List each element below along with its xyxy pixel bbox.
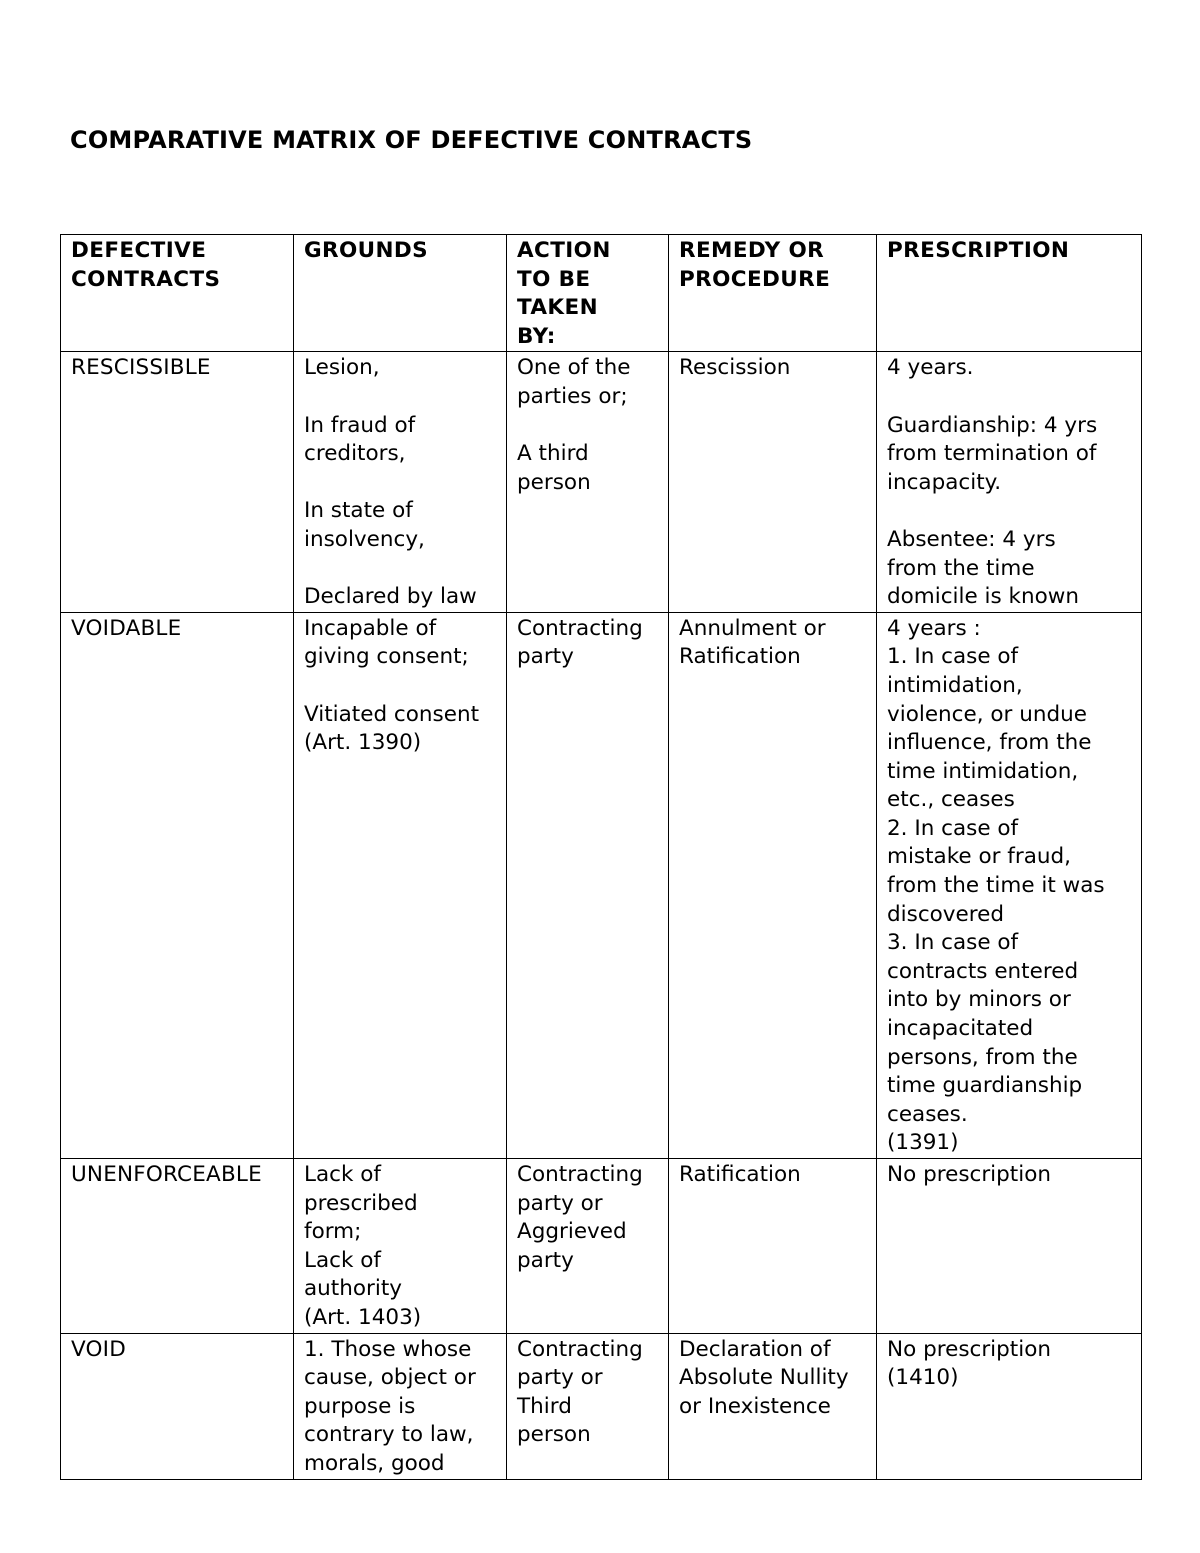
table-row (61, 612, 1142, 1158)
action-by-cell: One of the parties or; A third person (507, 352, 669, 612)
remedy-cell: Declaration of Absolute Nullity or Inexistence (669, 1333, 877, 1479)
table-row (61, 352, 1142, 612)
grounds-cell: Lack of prescribed form; Lack of authority (Art. 1403) (294, 1159, 507, 1334)
header-grounds: GROUNDS (294, 235, 507, 352)
prescription-cell: 4 years : 1. In case of intimidation, violence, or undue influence, from the time intimidation, etc., ceases 2. In case of mistake or fraud, from the time it was discovered 3. In case of contracts entered into by minors or incapacitated persons, from the time guardianship ceases. (1391) (877, 612, 1142, 1158)
header-defective-contracts: DEFECTIVE CONTRACTS (61, 235, 294, 352)
action-by-cell: Contracting party or Aggrieved party (507, 1159, 669, 1334)
header-action-to-be-taken-by: ACTION TO BE TAKEN BY: (507, 235, 669, 352)
remedy-cell: Annulment or Ratification (669, 612, 877, 1158)
defective-contracts-matrix (60, 234, 1142, 1480)
contract-type-cell: VOIDABLE (61, 612, 294, 1158)
prescription-cell: No prescription (877, 1159, 1142, 1334)
contract-type-cell: RESCISSIBLE (61, 352, 294, 612)
table-header-row (61, 235, 1142, 352)
contract-type-cell: VOID (61, 1333, 294, 1479)
grounds-cell: Incapable of giving consent; Vitiated consent (Art. 1390) (294, 612, 507, 1158)
header-prescription: PRESCRIPTION (877, 235, 1142, 352)
table-row (61, 1159, 1142, 1334)
contract-type-cell: UNENFORCEABLE (61, 1159, 294, 1334)
grounds-cell: 1. Those whose cause, object or purpose is contrary to law, morals, good (294, 1333, 507, 1479)
prescription-cell: 4 years. Guardianship: 4 yrs from termination of incapacity. Absentee: 4 yrs from the time domicile is known (877, 352, 1142, 612)
table-row (61, 1333, 1142, 1479)
remedy-cell: Ratification (669, 1159, 877, 1334)
action-by-cell: Contracting party (507, 612, 669, 1158)
action-by-cell: Contracting party or Third person (507, 1333, 669, 1479)
prescription-cell: No prescription (1410) (877, 1333, 1142, 1479)
remedy-cell: Rescission (669, 352, 877, 612)
grounds-cell: Lesion, In fraud of creditors, In state of insolvency, Declared by law (294, 352, 507, 612)
document-title: COMPARATIVE MATRIX OF DEFECTIVE CONTRACTS (70, 126, 753, 154)
header-remedy-or-procedure: REMEDY OR PROCEDURE (669, 235, 877, 352)
